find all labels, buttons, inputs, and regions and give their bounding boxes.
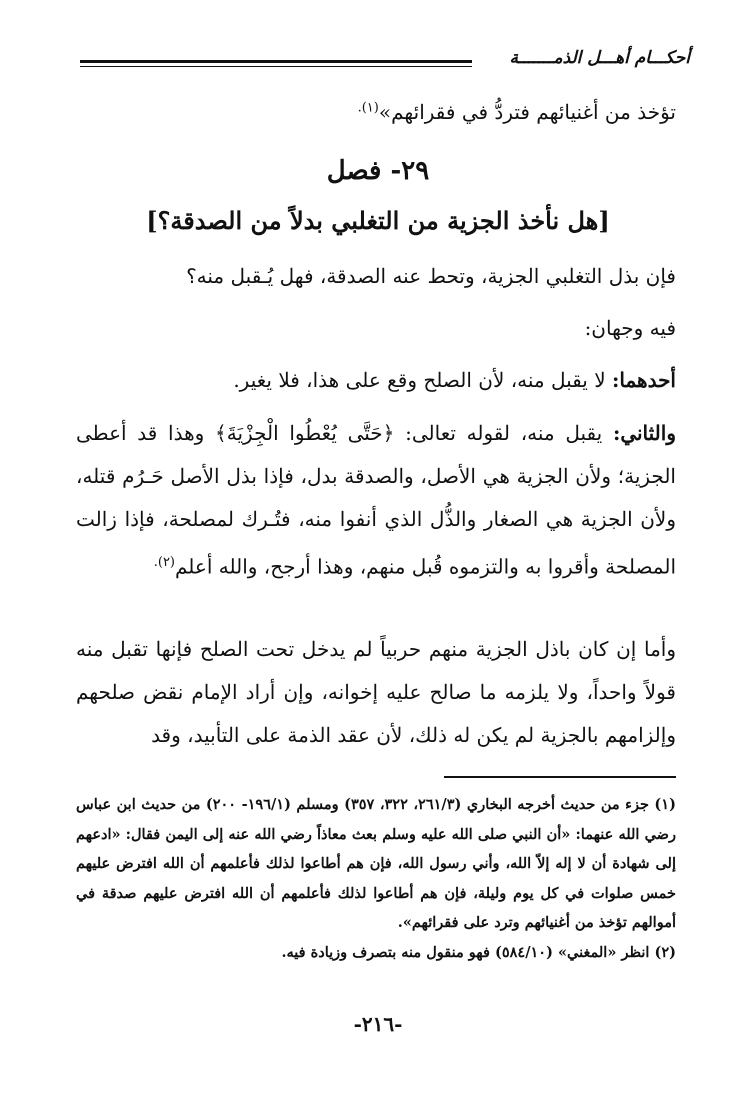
second-view-text: يقبل منه، لقوله تعالى: ﴿حَتَّى يُعْطُوا الْجِزْيَةَ﴾ وهذا قد أعطى الجزية؛ ولأن الجزية هي الأصل، والصدقة بدل، فإذا بذل الأصل حَـرُم قتله، ولأن الجزية هي الصغار والذُّل الذي أنفوا منه، فتُـرك لمصلحة، فإذا زالت المصلحة وأقروا به والتزموه قُبل منهم، وهذا أرجح، والله أعلم [76, 421, 676, 579]
footnote-separator [444, 776, 676, 778]
paragraph-first-view [233, 368, 676, 392]
paragraph-second-view [76, 412, 676, 589]
header-rule-thin [80, 66, 472, 67]
first-view-text: لا يقبل منه، لأن الصلح وقع على هذا، فلا يغير. [233, 368, 612, 392]
section-title: [هل نأخذ الجزية من التغلبي بدلاً من الصدقة؟] [146, 206, 610, 235]
paragraph-harbi: وأما إن كان باذل الجزية منهم حربياً لم يدخل تحت الصلح فإنها تقبل منه قولاً واحداً، ولا يلزمه ما صالح عليه إخوانه، وإن أراد الإمام نقض صلحهم وإلزامهم بالجزية لم يكن له ذلك، لأن عقد الذمة على التأبيد، وقد [76, 637, 676, 747]
chapter-heading: ٢٩- فصل [326, 156, 430, 186]
continuation-text: تؤخذ من أغنيائهم فتردُّ في فقرائهم» [378, 100, 676, 124]
paragraph-two-views: فيه وجهان: [584, 316, 676, 340]
footnote-2: (٢) انظر «المغني» (٥٨٤/١٠) فهو منقول منه بتصرف وزيادة فيه. [281, 943, 676, 961]
footnote-ref-1: (١). [357, 100, 379, 116]
header-rule-thick [80, 60, 472, 63]
second-view-label: والثاني: [612, 421, 676, 445]
first-view-label: أحدهما: [611, 368, 676, 392]
page-number: -٢١٦- [353, 1012, 403, 1036]
running-title: أحكـــام أهـــل الذمـــــــة [509, 48, 690, 68]
continuation-line [358, 100, 676, 124]
footnotes [76, 790, 676, 967]
footnote-ref-2: (٢). [153, 555, 175, 570]
paragraph-question: فإن بذل التغلبي الجزية، وتحط عنه الصدقة، فهل يُـقبل منه؟ [186, 264, 676, 288]
footnote-1: (١) جزء من حديث أخرجه البخاري (٢٦١/٣، ٣٢٢، ٣٥٧) ومسلم (١٩٦/١- ٢٠٠) من حديث ابن عباس رضي الله عنهما: «أن النبي صلى الله عليه وسلم بعث معاذاً رضي الله عنه إلى اليمن فقال: «ادعهم إلى شهادة أن لا إله إلاّ الله، وأني رسول الله، فإن هم أطاعوا لذلك فأعلمهم أن الله افترض عليهم خمس صلوات في كل يوم وليلة، فإن هم أطاعوا لذلك فأعلمهم أن الله افترض عليهم صدقة في أموالهم تؤخذ من أغنيائهم وترد على فقرائهم». [76, 796, 676, 931]
